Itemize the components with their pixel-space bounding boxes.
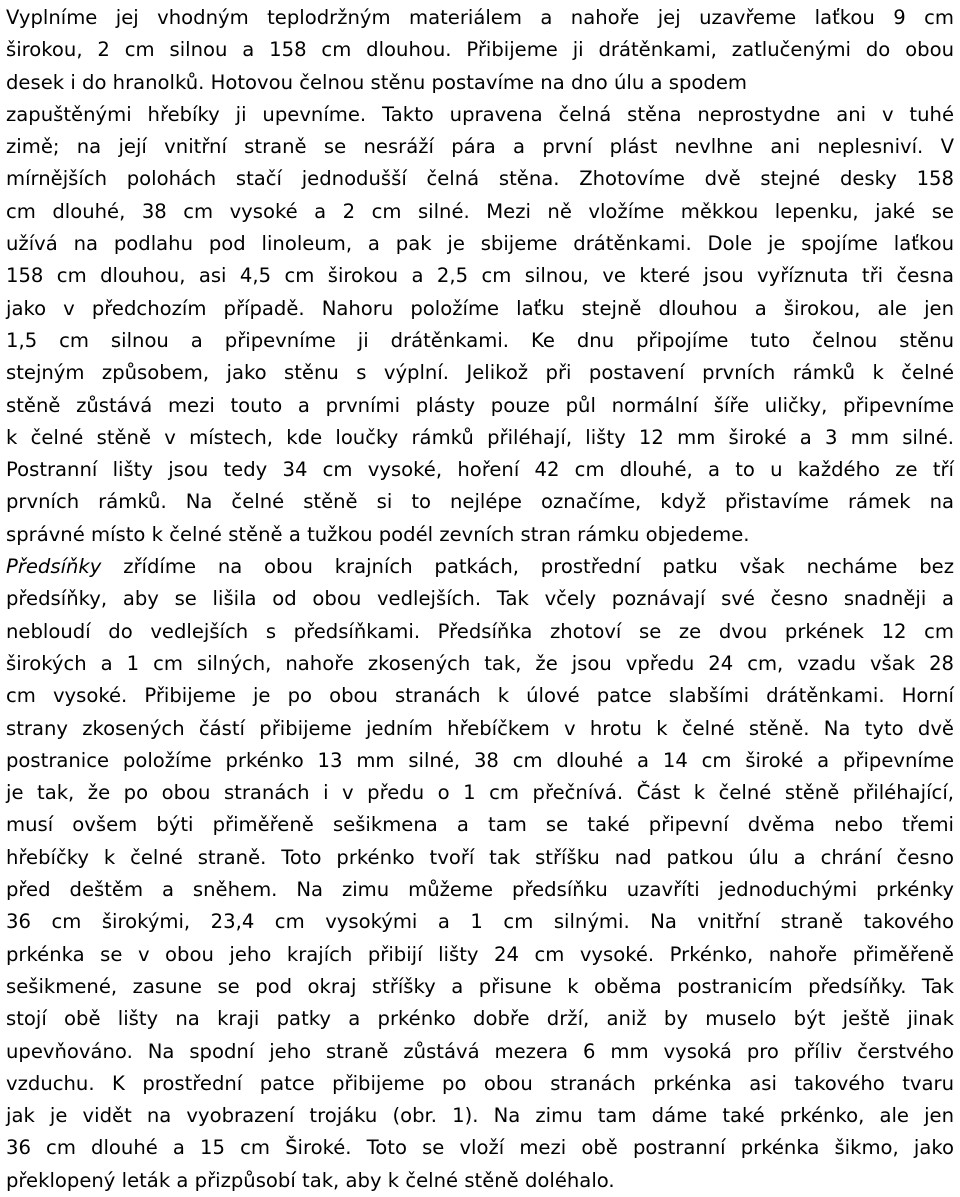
italic-term: Předsíňky [6,555,102,579]
text-line: k čelné stěně v místech, kde loučky rámků přiléhají, lišty 12 mm široké a 3 mm silné. [6,425,954,449]
text-line: je tak, že po obou stranách i v předu o 1 cm přečnívá. Část k čelné stěně přiléhající, [6,781,954,805]
text-line: stěně zůstává mezi touto a prvními plásty pouze půl normální šíře uličky, připevníme [6,393,954,417]
text-line: mírnějších polohách stačí jednodušší čelná stěna. Zhotovíme dvě stejné desky 158 [6,167,954,191]
text-run: zřídíme na obou krajních patkách, prostřední patku však necháme bez [101,555,954,579]
text-line: jako v předchozím případě. Nahoru položíme laťku stejně dlouhou a širokou, ale jen [6,296,954,320]
text-line: jak je vidět na vyobrazení trojáku (obr. 1). Na zimu tam dáme také prkénko, ale jen [6,1104,954,1128]
text-line: upevňováno. Na spodní jeho straně zůstává mezera 6 mm vysoká pro příliv čerstvého [6,1039,954,1063]
paragraph-1 [6,2,954,551]
text-line: před deštěm a sněhem. Na zimu můžeme předsíňku uzavříti jednoduchými prkénky [6,878,954,902]
text-line: hřebíčky k čelné straně. Toto prkénko tvoří tak stříšku nad patkou úlu a chrání česno [6,845,954,869]
text-line: musí ovšem býti přiměřeně sešikmena a tam se také připevní dvěma nebo třemi [6,813,954,837]
text-line: prkénka se v obou jeho krajích přibijí lišty 24 cm vysoké. Prkénko, nahoře přiměřeně [6,942,954,966]
text-line: Vyplníme jej vhodným teplodržným materiálem a nahoře jej uzavřeme laťkou 9 cm [6,6,954,29]
text-line: sešikmené, zasune se pod okraj stříšky a přisune k oběma postranicím předsíňky. Tak [6,974,954,998]
text-line: vzduchu. K prostřední patce přibijeme po obou stranách prkénka asi takového tvaru [6,1071,954,1095]
text-line: cm dlouhé, 38 cm vysoké a 2 cm silné. Mezi ně vložíme měkkou lepenku, jaké se [6,199,954,223]
text-line: postranice položíme prkénko 13 mm silné, 38 cm dlouhé a 14 cm široké a připevníme [6,748,954,772]
paragraph-2 [6,551,954,1197]
text-line: cm vysoké. Přibijeme je po obou stranách k úlové patce slabšími drátěnkami. Horní [6,684,954,708]
text-line: zapuštěnými hřebíky ji upevníme. Takto upravena čelná stěna neprostydne ani v tuhé [6,102,954,126]
text-line: širokou, 2 cm silnou a 158 cm dlouhou. Přibijeme ji drátěnkami, zatlučenými do obou [6,38,954,62]
text-line: zimě; na její vnitřní straně se nesráží pára a první plást nevlhne ani neplesniví. V [6,135,954,159]
text-line: prvních rámků. Na čelné stěně si to nejlépe označíme, když přistavíme rámek na [6,490,954,514]
text-line: strany zkosených částí přibijeme jedním hřebíčkem v hrotu k čelné stěně. Na tyto dvě [6,716,954,740]
text-line: správné místo k čelné stěně a tužkou podél zevních stran rámku objedeme. [6,522,750,546]
text-line: předsíňky, aby se lišila od obou vedlejších. Tak včely poznávají své česno snadněji a [6,587,954,611]
text-line: stojí obě lišty na kraji patky a prkénko dobře drží, aniž by muselo být ještě jinak [6,1007,954,1031]
text-line: 36 cm dlouhé a 15 cm Široké. Toto se vloží mezi obě postranní prkénka šikmo, jako [6,1136,954,1160]
text-line: nebloudí do vedlejších s předsíňkami. Předsíňka zhotoví se ze dvou prkének 12 cm [6,619,954,643]
text-line: širokých a 1 cm silných, nahoře zkosených tak, že jsou vpředu 24 cm, vzadu však 28 [6,651,954,675]
text-line: užívá na podlahu pod linoleum, a pak je sbijeme drátěnkami. Dole je spojíme laťkou [6,232,954,256]
text-line: 1,5 cm silnou a připevníme ji drátěnkami. Ke dnu připojíme tuto čelnou stěnu [6,328,954,352]
text-line [6,551,954,583]
text-line: 158 cm dlouhou, asi 4,5 cm širokou a 2,5 cm silnou, ve které jsou vyříznuta tři česna [6,264,954,288]
text-line: Postranní lišty jsou tedy 34 cm vysoké, hoření 42 cm dlouhé, a to u každého ze tří [6,458,954,482]
text-line: překlopený leták a přizpůsobí tak, aby k čelné stěně doléhalo. [6,1168,615,1192]
text-line: 36 cm širokými, 23,4 cm vysokými a 1 cm silnými. Na vnitřní straně takového [6,910,954,934]
text-line: stejným způsobem, jako stěnu s výplní. Jelikož při postavení prvních rámků k čelné [6,361,954,385]
text-line: desek i do hranolků. Hotovou čelnou stěnu postavíme na dno úlu a spodem [6,70,747,94]
